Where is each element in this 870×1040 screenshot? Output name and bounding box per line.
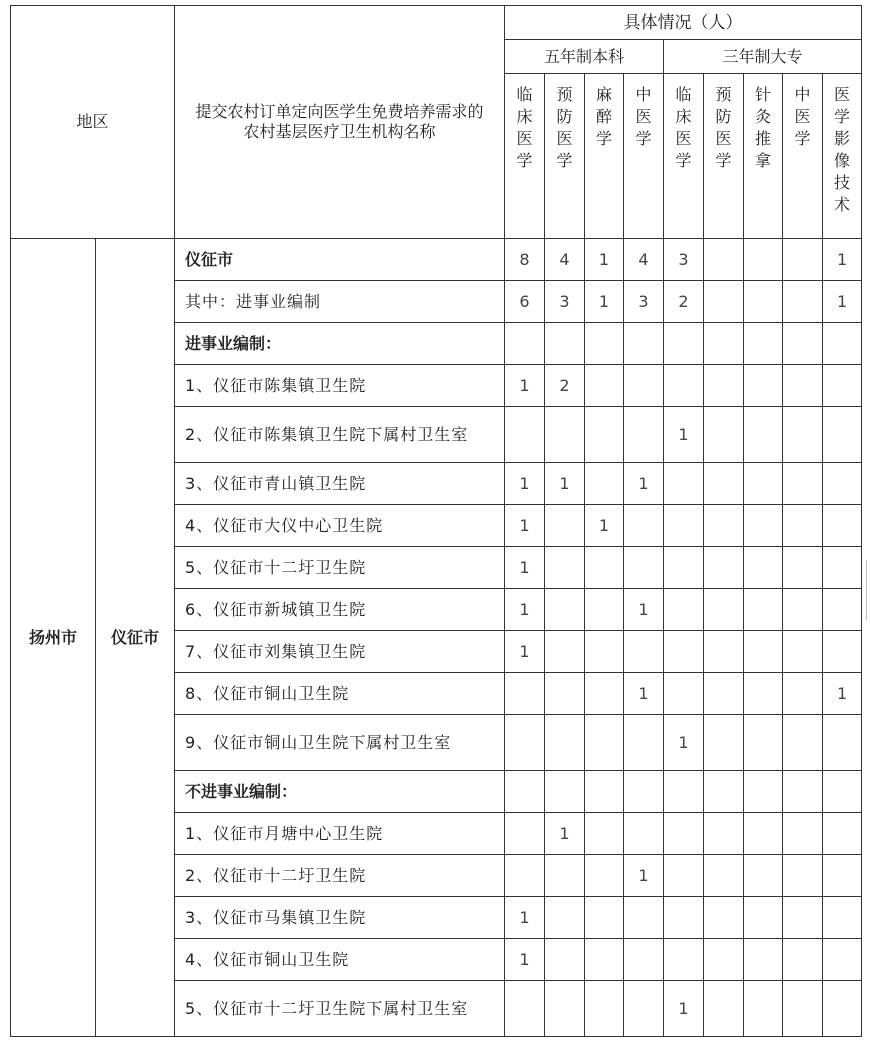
value-cell xyxy=(704,547,744,589)
value-cell xyxy=(783,939,823,981)
value-cell: 1 xyxy=(505,939,545,981)
value-cell xyxy=(505,323,545,365)
value-cell: 1 xyxy=(624,463,664,505)
value-cell xyxy=(545,547,585,589)
value-cell xyxy=(585,547,624,589)
institution-name: 仪征市 xyxy=(175,239,505,281)
value-cell xyxy=(585,939,624,981)
value-cell: 1 xyxy=(585,505,624,547)
value-cell: 1 xyxy=(624,673,664,715)
value-cell xyxy=(783,855,823,897)
value-cell xyxy=(704,407,744,463)
value-cell xyxy=(823,463,862,505)
value-cell xyxy=(545,589,585,631)
value-cell: 1 xyxy=(545,813,585,855)
col-three-2 xyxy=(744,74,783,239)
institution-name: 5、仪征市十二圩卫生院 xyxy=(175,547,505,589)
institution-name: 6、仪征市新城镇卫生院 xyxy=(175,589,505,631)
value-cell xyxy=(545,505,585,547)
institution-name: 不进事业编制： xyxy=(175,771,505,813)
value-cell: 1 xyxy=(664,981,704,1037)
value-cell xyxy=(585,897,624,939)
value-cell xyxy=(704,239,744,281)
value-cell: 1 xyxy=(505,589,545,631)
value-cell xyxy=(744,981,783,1037)
col-five-3 xyxy=(624,74,664,239)
col-three-0 xyxy=(664,74,704,239)
value-cell xyxy=(664,365,704,407)
value-cell xyxy=(664,771,704,813)
value-cell xyxy=(823,589,862,631)
institution-name: 进事业编制： xyxy=(175,323,505,365)
col-five-2 xyxy=(585,74,624,239)
col-five-3-label: 中医学 xyxy=(635,85,652,148)
col-three-1-label: 预防医学 xyxy=(715,85,732,170)
value-cell xyxy=(744,365,783,407)
value-cell xyxy=(744,631,783,673)
value-cell xyxy=(744,407,783,463)
value-cell xyxy=(664,897,704,939)
institution-name: 4、仪征市铜山卫生院 xyxy=(175,939,505,981)
value-cell xyxy=(585,407,624,463)
value-cell xyxy=(704,813,744,855)
value-cell: 3 xyxy=(664,239,704,281)
value-cell xyxy=(704,463,744,505)
county-cell: 仪征市 xyxy=(96,239,175,1037)
value-cell xyxy=(704,673,744,715)
value-cell xyxy=(585,463,624,505)
value-cell xyxy=(704,715,744,771)
value-cell: 1 xyxy=(624,589,664,631)
value-cell xyxy=(624,897,664,939)
value-cell xyxy=(585,981,624,1037)
value-cell xyxy=(664,463,704,505)
value-cell xyxy=(704,589,744,631)
value-cell xyxy=(704,939,744,981)
value-cell xyxy=(505,771,545,813)
value-cell: 4 xyxy=(545,239,585,281)
value-cell xyxy=(545,631,585,673)
value-cell xyxy=(664,855,704,897)
three-year-header: 三年制大专 xyxy=(664,40,862,74)
value-cell xyxy=(505,981,545,1037)
value-cell xyxy=(704,771,744,813)
value-cell xyxy=(823,407,862,463)
value-cell xyxy=(783,771,823,813)
value-cell xyxy=(624,981,664,1037)
value-cell xyxy=(704,855,744,897)
value-cell xyxy=(744,505,783,547)
value-cell xyxy=(704,897,744,939)
value-cell xyxy=(624,505,664,547)
value-cell: 2 xyxy=(545,365,585,407)
value-cell xyxy=(744,463,783,505)
table-row xyxy=(11,239,862,281)
value-cell xyxy=(783,813,823,855)
value-cell xyxy=(545,673,585,715)
value-cell xyxy=(664,547,704,589)
value-cell xyxy=(545,771,585,813)
value-cell xyxy=(744,673,783,715)
value-cell xyxy=(783,631,823,673)
value-cell xyxy=(823,715,862,771)
value-cell: 1 xyxy=(505,547,545,589)
value-cell xyxy=(783,463,823,505)
value-cell xyxy=(664,813,704,855)
region-header: 地区 xyxy=(11,6,175,239)
value-cell xyxy=(823,547,862,589)
value-cell xyxy=(585,323,624,365)
value-cell xyxy=(783,407,823,463)
value-cell xyxy=(585,673,624,715)
institution-name: 3、仪征市青山镇卫生院 xyxy=(175,463,505,505)
institution-name: 8、仪征市铜山卫生院 xyxy=(175,673,505,715)
value-cell xyxy=(783,981,823,1037)
col-three-3 xyxy=(783,74,823,239)
value-cell xyxy=(744,239,783,281)
value-cell xyxy=(823,323,862,365)
col-five-1 xyxy=(545,74,585,239)
institution-name: 3、仪征市马集镇卫生院 xyxy=(175,897,505,939)
value-cell xyxy=(585,631,624,673)
institution-name: 9、仪征市铜山卫生院下属村卫生室 xyxy=(175,715,505,771)
value-cell xyxy=(624,365,664,407)
col-five-0-label: 临床医学 xyxy=(516,85,533,170)
institution-header: 提交农村订单定向医学生免费培养需求的农村基层医疗卫生机构名称 xyxy=(175,6,505,239)
value-cell xyxy=(823,771,862,813)
value-cell xyxy=(704,323,744,365)
col-five-1-label: 预防医学 xyxy=(556,85,573,170)
institution-name: 7、仪征市刘集镇卫生院 xyxy=(175,631,505,673)
institution-name: 5、仪征市十二圩卫生院下属村卫生室 xyxy=(175,981,505,1037)
col-three-4 xyxy=(823,74,862,239)
value-cell xyxy=(664,631,704,673)
value-cell xyxy=(545,981,585,1037)
value-cell xyxy=(624,547,664,589)
details-header: 具体情况（人） xyxy=(505,6,862,40)
value-cell: 1 xyxy=(505,897,545,939)
value-cell xyxy=(624,407,664,463)
value-cell xyxy=(744,939,783,981)
value-cell xyxy=(823,813,862,855)
value-cell xyxy=(823,897,862,939)
value-cell xyxy=(823,631,862,673)
value-cell xyxy=(585,715,624,771)
value-cell xyxy=(783,897,823,939)
value-cell: 1 xyxy=(545,463,585,505)
value-cell xyxy=(585,589,624,631)
value-cell xyxy=(624,323,664,365)
value-cell xyxy=(505,673,545,715)
value-cell xyxy=(744,771,783,813)
value-cell xyxy=(704,505,744,547)
col-five-2-label: 麻醉学 xyxy=(596,85,613,148)
value-cell: 1 xyxy=(505,631,545,673)
value-cell xyxy=(585,855,624,897)
value-cell: 8 xyxy=(505,239,545,281)
value-cell xyxy=(505,407,545,463)
value-cell xyxy=(545,897,585,939)
value-cell xyxy=(744,323,783,365)
value-cell xyxy=(783,589,823,631)
value-cell: 4 xyxy=(624,239,664,281)
value-cell: 1 xyxy=(823,239,862,281)
value-cell: 1 xyxy=(585,239,624,281)
value-cell: 1 xyxy=(823,281,862,323)
scrollbar-edge xyxy=(866,560,870,620)
five-year-header: 五年制本科 xyxy=(505,40,664,74)
value-cell: 6 xyxy=(505,281,545,323)
value-cell xyxy=(744,813,783,855)
institution-name: 4、仪征市大仪中心卫生院 xyxy=(175,505,505,547)
value-cell xyxy=(545,323,585,365)
training-needs-table xyxy=(10,5,862,1037)
value-cell: 3 xyxy=(545,281,585,323)
value-cell xyxy=(624,631,664,673)
value-cell xyxy=(505,715,545,771)
value-cell xyxy=(585,365,624,407)
value-cell xyxy=(545,715,585,771)
col-three-3-label: 中医学 xyxy=(794,85,811,148)
value-cell: 1 xyxy=(823,673,862,715)
value-cell xyxy=(823,365,862,407)
value-cell xyxy=(823,981,862,1037)
institution-name: 1、仪征市陈集镇卫生院 xyxy=(175,365,505,407)
value-cell: 2 xyxy=(664,281,704,323)
value-cell xyxy=(783,281,823,323)
value-cell xyxy=(585,813,624,855)
value-cell xyxy=(704,981,744,1037)
value-cell: 3 xyxy=(624,281,664,323)
value-cell xyxy=(704,281,744,323)
value-cell xyxy=(505,813,545,855)
value-cell xyxy=(545,939,585,981)
value-cell xyxy=(744,855,783,897)
value-cell: 1 xyxy=(585,281,624,323)
value-cell xyxy=(664,505,704,547)
value-cell xyxy=(744,547,783,589)
value-cell: 1 xyxy=(505,463,545,505)
value-cell xyxy=(585,771,624,813)
value-cell: 1 xyxy=(664,407,704,463)
value-cell xyxy=(744,715,783,771)
value-cell xyxy=(545,855,585,897)
institution-name: 2、仪征市陈集镇卫生院下属村卫生室 xyxy=(175,407,505,463)
value-cell xyxy=(664,673,704,715)
value-cell xyxy=(783,365,823,407)
value-cell xyxy=(545,407,585,463)
col-five-0 xyxy=(505,74,545,239)
value-cell xyxy=(823,855,862,897)
value-cell xyxy=(505,855,545,897)
value-cell xyxy=(783,505,823,547)
value-cell xyxy=(783,239,823,281)
value-cell xyxy=(744,589,783,631)
institution-name: 2、仪征市十二圩卫生院 xyxy=(175,855,505,897)
value-cell: 1 xyxy=(505,365,545,407)
value-cell xyxy=(783,715,823,771)
col-three-4-label: 医学影像技术 xyxy=(834,85,851,214)
value-cell xyxy=(783,673,823,715)
value-cell xyxy=(783,323,823,365)
value-cell xyxy=(704,631,744,673)
value-cell: 1 xyxy=(505,505,545,547)
value-cell xyxy=(704,365,744,407)
value-cell xyxy=(624,939,664,981)
city-cell: 扬州市 xyxy=(11,239,96,1037)
value-cell xyxy=(744,897,783,939)
institution-name: 1、仪征市月塘中心卫生院 xyxy=(175,813,505,855)
value-cell xyxy=(744,281,783,323)
col-three-0-label: 临床医学 xyxy=(675,85,692,170)
value-cell xyxy=(783,547,823,589)
institution-name: 其中：进事业编制 xyxy=(175,281,505,323)
value-cell xyxy=(624,771,664,813)
col-three-1 xyxy=(704,74,744,239)
value-cell xyxy=(624,715,664,771)
value-cell: 1 xyxy=(624,855,664,897)
value-cell xyxy=(664,939,704,981)
col-three-2-label: 针灸推拿 xyxy=(755,85,772,170)
value-cell xyxy=(664,589,704,631)
value-cell xyxy=(823,939,862,981)
value-cell: 1 xyxy=(664,715,704,771)
value-cell xyxy=(823,505,862,547)
value-cell xyxy=(624,813,664,855)
value-cell xyxy=(664,323,704,365)
